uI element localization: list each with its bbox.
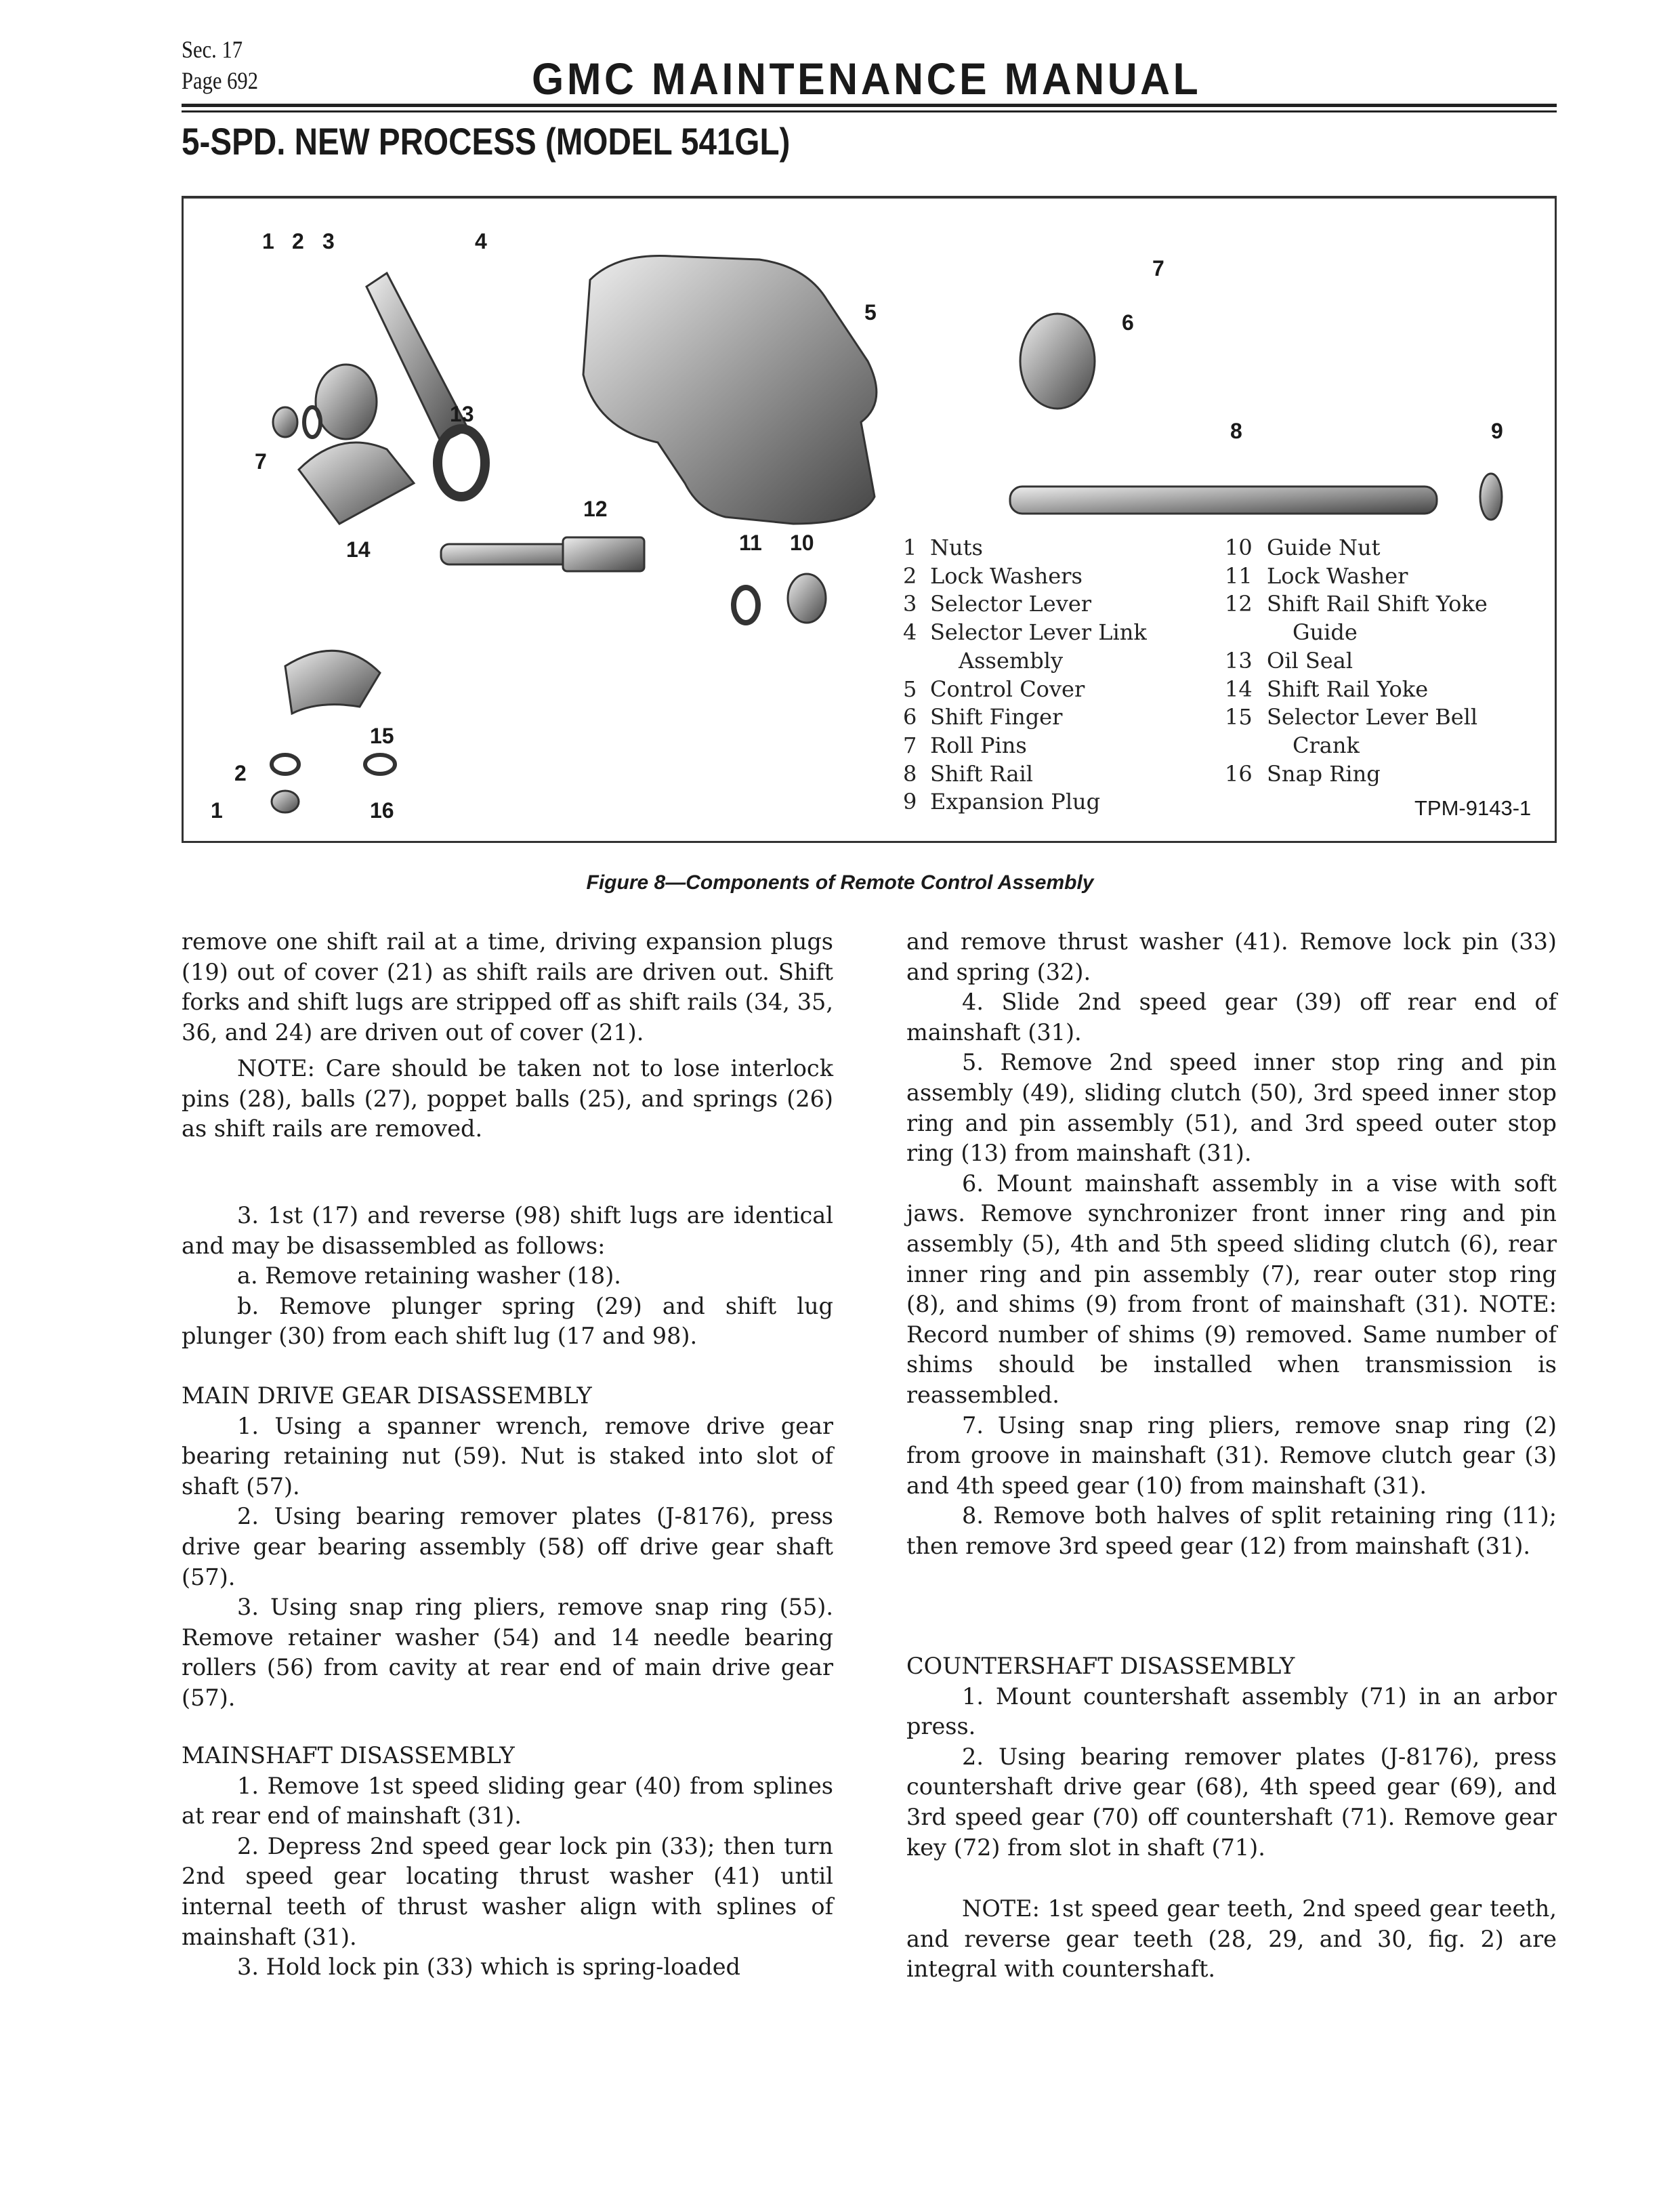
selector-lever: [316, 365, 377, 439]
main-drive-gear-section: MAIN DRIVE GEAR DISASSEMBLY 1. Using a spanner wrench, remove drive gear bearing retaining nut (59). Nut is staked into slot of shaft (57). 2. Using bearing remover plates (J-8176), press drive gear bearing assembly (58) off drive gear shaft (57). 3. Using snap ring pliers, remove snap ring (55). Remove retainer washer (54) and 14 needle bearing rollers (56) from cavity at rear end of main drive gear (57).: [182, 1382, 833, 1711]
legend-item: 16 Snap Ring: [1225, 760, 1381, 787]
section-page-label: [182, 34, 258, 96]
callout-1: 1: [211, 798, 223, 823]
countershaft-section: COUNTERSHAFT DISASSEMBLY 1. Mount countershaft assembly (71) in an arbor press. 2. Using bearing remover plates (J-8176), press countershaft drive gear (68), 4th speed gear (69), and 3rd speed gear (70) off countershaft (71). Remove gear key (72) from slot in shaft (71).: [906, 1653, 1557, 1861]
bell-crank: [285, 651, 380, 714]
section-heading: MAIN DRIVE GEAR DISASSEMBLY: [182, 1382, 592, 1409]
callout-2: 2: [292, 229, 304, 253]
legend-item: 7 Roll Pins: [903, 732, 1027, 758]
legend-item: 3 Selector Lever: [903, 591, 1092, 617]
legend-item: 8 Shift Rail: [903, 760, 1034, 787]
section-number: Sec. 17: [182, 36, 243, 63]
page-number: Page 692: [182, 67, 259, 94]
legend-item: 1 Nuts: [903, 535, 983, 560]
legend-item: 4 Selector Lever Link: [903, 619, 1147, 646]
yoke-guide-thread: [563, 537, 644, 571]
legend-item: 9 Expansion Plug: [903, 789, 1101, 815]
legend-item: 11 Lock Washer: [1225, 562, 1408, 589]
callout-1: 1: [262, 229, 274, 253]
figure-caption: Figure 8—Components of Remote Control Assembly: [586, 871, 1094, 894]
page-subtitle: 5-SPD. NEW PROCESS (MODEL 541GL): [182, 120, 791, 163]
callout-7: 7: [1152, 256, 1164, 281]
header-rule: [182, 110, 1557, 112]
callout-4: 4: [475, 229, 487, 253]
legend-item: 2 Lock Washers: [903, 562, 1083, 589]
callout-5: 5: [864, 300, 877, 325]
callout-14: 14: [346, 537, 371, 562]
countershaft-note: NOTE: 1st speed gear teeth, 2nd speed gear teeth, and reverse gear teeth (28, 29, and 30, fig. 2) are integral with countershaft.: [906, 1895, 1557, 1983]
callout-3: 3: [322, 229, 335, 253]
callout-12: 12: [583, 497, 608, 521]
legend-item: 15 Selector Lever Bell: [1225, 704, 1478, 730]
left-column-block-1: remove one shift rail at a time, driving expansion plugs (19) out of cover (21) as shift rails are driven out. Shift forks and shift lugs are stripped off as shift rails (34, 35, 36, and 24) are driven out of cover (21).: [182, 928, 833, 1046]
legend-item: 5 Control Cover: [903, 676, 1085, 702]
shift-finger: [1020, 314, 1095, 409]
callout-7: 7: [255, 449, 267, 474]
callout-8: 8: [1230, 419, 1242, 443]
control-cover: [583, 255, 877, 524]
section-heading: COUNTERSHAFT DISASSEMBLY: [906, 1653, 1295, 1679]
right-column-block-1: and remove thrust washer (41). Remove lock pin (33) and spring (32). 4. Slide 2nd speed gear (39) off rear end of mainshaft (31). 5. Remove 2nd speed inner stop ring and pin assembly (49), sliding clutch (50), 3rd speed inner stop ring and pin assembly (51), and 3rd speed outer stop ring (13) from mainshaft (31). 6. Mount mainshaft assembly in a vise with soft jaws. Remove synchronizer front inner ring and pin assembly (5), 4th and 5th speed sliding clutch (6), rear inner ring and pin assembly (7), rear outer stop ring (8), and shims (9) from front of mainshaft (31). NOTE: Record number of shims (9) removed. Same number of shims should be installed when transmission is reassembled. 7. Using snap ring pliers, remove snap ring (2) from groove in mainshaft (31). Remove clutch gear (3) and 4th speed gear (10) from mainshaft (31). 8. Remove both halves of split retaining ring (11); then remove 3rd speed gear (12) from mainshaft (31).: [906, 928, 1557, 1559]
callout-11: 11: [739, 531, 762, 555]
legend-item: 6 Shift Finger: [903, 704, 1063, 730]
callout-15: 15: [370, 724, 394, 748]
callout-13: 13: [450, 402, 474, 426]
legend-item: 13 Oil Seal: [1225, 647, 1353, 674]
legend-item: 12 Shift Rail Shift Yoke: [1225, 591, 1488, 617]
oil-seal: [438, 429, 485, 497]
callout-2: 2: [234, 761, 247, 785]
callout-9: 9: [1491, 419, 1503, 443]
legend-right: 10 Guide Nut 11 Lock Washer 12 Shift Rail Shift Yoke Guide 13 Oil Seal 14 Shift Rail Yoke 15 Selector Lever Bell Crank 16 Snap Ring: [1225, 534, 1488, 788]
shift-rail: [1010, 487, 1437, 514]
callout-10: 10: [790, 531, 814, 555]
left-column-block-2: NOTE: Care should be taken not to lose interlock pins (28), balls (27), poppet balls (25), and springs (26) as shift rails are removed.: [182, 1055, 833, 1142]
mainshaft-section: MAINSHAFT DISASSEMBLY 1. Remove 1st speed sliding gear (40) from splines at rear end of mainshaft (31). 2. Depress 2nd speed gear lock pin (33); then turn 2nd speed gear locating thrust washer (41) until internal teeth of thrust washer align with splines of mainshaft (31). 3. Hold lock pin (33) which is spring-loaded: [182, 1742, 833, 1981]
callout-6: 6: [1122, 310, 1134, 335]
callout-16: 16: [370, 798, 394, 823]
header-rule: [182, 104, 1557, 107]
expansion-plug: [1480, 474, 1502, 520]
shift-rail-yoke: [299, 442, 414, 524]
legend-left: 1 Nuts 2 Lock Washers 3 Selector Lever 4 Selector Lever Link Assembly 5 Control Cover 6 Shift Finger 7 Roll Pins 8 Shift Rail 9 Expansion Plug: [903, 534, 1147, 817]
manual-title: GMC MAINTENANCE MANUAL: [532, 54, 1202, 104]
legend-item: 10 Guide Nut: [1225, 535, 1381, 560]
left-column-block-3: 3. 1st (17) and reverse (98) shift lugs are identical and may be disassembled as follows: a. Remove retaining washer (18). b. Remove plunger spring (29) and shift lug plunger (30) from each shift lug (17 and 98).: [182, 1202, 833, 1350]
section-heading: MAINSHAFT DISASSEMBLY: [182, 1742, 515, 1769]
figure-code: TPM-9143-1: [1414, 796, 1532, 820]
legend-item: 14 Shift Rail Yoke: [1225, 676, 1429, 702]
